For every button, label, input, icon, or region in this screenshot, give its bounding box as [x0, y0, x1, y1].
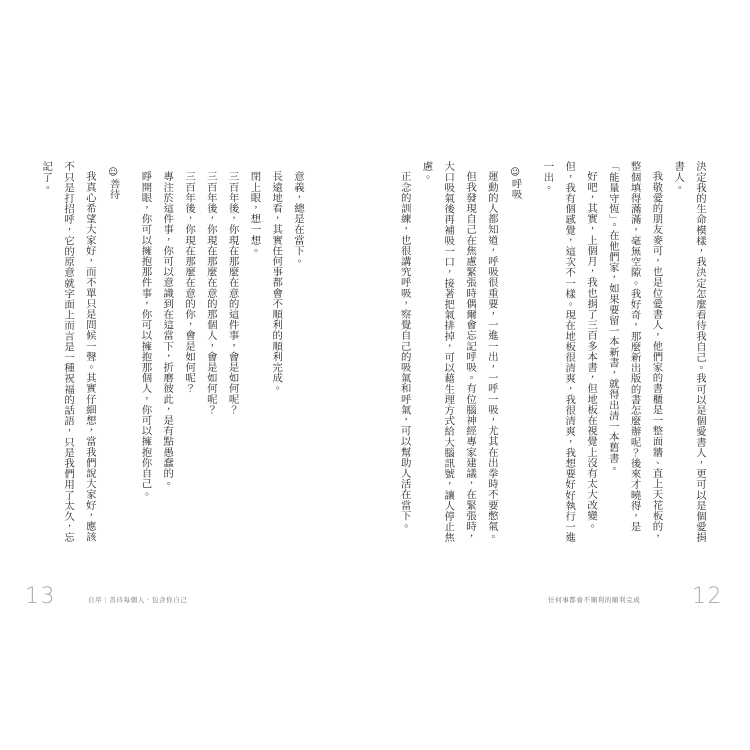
- paragraph: 我敬愛的朋友麥可，也是位愛書人，他們家的書櫃是一整面牆、直上天花板的，整個填得滿滿，毫無空隙。我好奇，那麼新出版的書怎麼辦呢？後來才曉得，是「能量守恆」。在他們家，如果要留一本新書，就得出清一本舊書。: [606, 161, 662, 543]
- paragraph: 好吧，其實，上個月，我也捐了三百多本書，但地板在視覺上沒有太大改變。但，我有個感覺，這次不一樣。現在地板很清爽，我很清爽，我想要好好執行一進一出。: [541, 161, 597, 543]
- smiley-face-icon: ☺: [509, 166, 521, 178]
- section-heading-breathing: [504, 161, 526, 549]
- paragraph: 三百年後，你現在那麼在意的你，會是如何呢？: [183, 171, 195, 394]
- section-title: 呼吸: [509, 177, 521, 200]
- paragraph: 三百年後，你現在那麼在意的那個人，會是如何呢？: [204, 171, 216, 416]
- paragraph: 我真心希望大家好，而不單只是問候一聲。其實仔細想，當我們說大家好，應該不只是打招呼，它的原意就字面上而言是一種祝福的話語，只是我們用了太久，忘記了。: [40, 161, 95, 543]
- paragraph: 長遠地看，其實任何事都會不順利的順利完成。: [270, 171, 282, 394]
- paragraph: 意義，總是在當下。: [292, 171, 303, 267]
- section-heading-kindness: [102, 161, 124, 549]
- right-page-text-block: [398, 161, 710, 549]
- page-number-left: 13: [25, 584, 56, 609]
- section-title: 善待: [107, 177, 119, 200]
- paragraph: 三百年後，你現在那麼在意的這件事，會是如何呢？: [226, 171, 238, 416]
- paragraph: 但我發現自己在焦慮緊張時偶爾會忘記呼吸。有位腦神經專家建議，在緊張時，大口吸氣後再補吸一口，接著把氣排掉，可以藉生理方式給大腦訊號，讓人停止焦慮。: [420, 161, 476, 543]
- left-page-text-block: [8, 161, 308, 549]
- smiley-face-icon: ☺: [107, 166, 119, 178]
- paragraph: 決定我的生命模樣，我決定怎麼看待我自己。我可以是個愛書人，更可以是個愛捐書人。: [672, 161, 705, 543]
- paragraph: 運動的人都知道，呼吸很重要，一進一出，一呼一吸，尤其在出拳時不要憋氣。: [485, 171, 497, 543]
- paragraph: 閉上眼，想一想。: [248, 171, 260, 257]
- right-running-title: 任何事都會不順利的順利完成: [548, 597, 641, 604]
- paragraph: 睜開眼，你可以擁抱那件事，你可以擁抱那個人，你可以擁抱你自己。: [139, 171, 151, 500]
- page-number-right: 12: [692, 584, 723, 609]
- left-running-title: 自序｜善待每個人，包含你自己: [88, 597, 188, 604]
- paragraph: 專注於這件事，你可以意識到在這當下，折磨彼此，是有點愚蠢的。: [161, 171, 173, 490]
- paragraph: 正念的訓練，也很講究呼吸，察覺自己的吸氣和呼氣，可以幫助人活在當下。: [398, 171, 410, 532]
